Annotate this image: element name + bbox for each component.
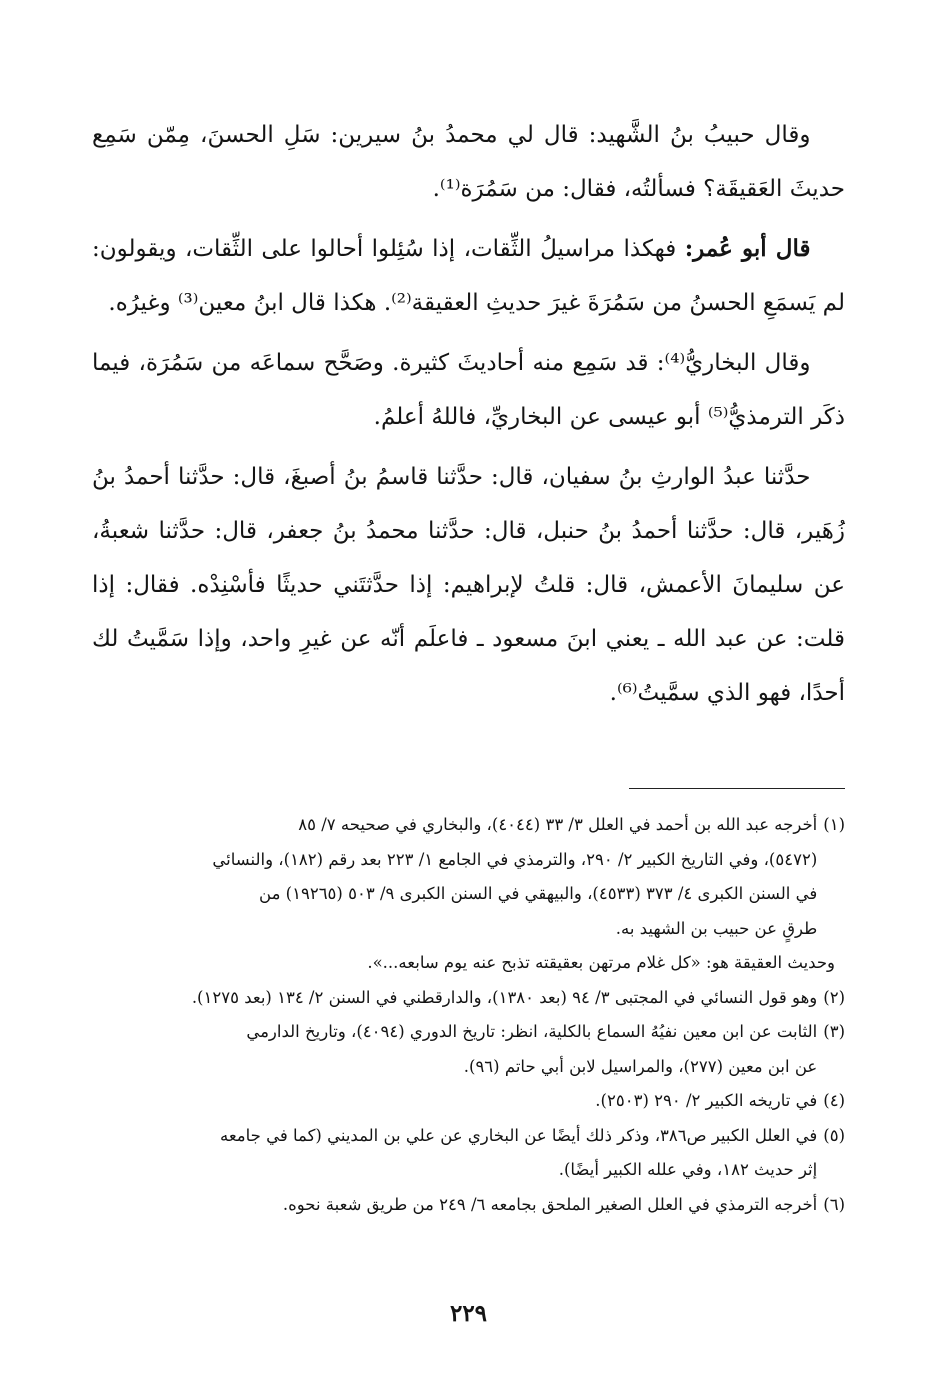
footnote-line: عن ابن معين (٢٧٧)، والمراسيل لابن أبي حاتم (٩٦). [463,1056,818,1076]
footnote-line: (٥٤٧٢)، وفي التاريخ الكبير ٢/ ٢٩٠، والترمذي في الجامع ١/ ٢٢٣ بعد رقم (١٨٢)، والنسائي [212,849,818,869]
footnote-text [92,1015,817,1084]
paragraph-4: حدَّثنا عبدُ الوارثِ بنُ سفيان، قال: حدَّثنا قاسمُ بنُ أصبغَ، قال: حدَّثنا أحمدُ بنُ زُهَير، قال: حدَّثنا أحمدُ بنُ حنبل، قال: حدَّثنا محمدُ بنُ جعفر، قال: حدَّثنا شعبةُ، عن سليمانَ الأعمش، قال: قلتُ لإبراهيم: إذا حدَّثتَني حديثًا فأسْنِدْه. فقال: إذا قلت: عن عبد الله ـ يعني ابنَ مسعود ـ فاعلَم أنّه عن غيرِ واحد، وإذا سَمَّيتُ لك أحدًا، فهو الذي سمَّيتُ⁽⁶⁾. [92,464,845,706]
footnote-line: إثر حديث ١٨٢، وفي علله الكبير أيضًا). [558,1160,818,1179]
footnote-3 [92,1015,845,1084]
paragraph-1: وقال حبيبُ بنُ الشَّهيد: قال لي محمدُ بنُ سيرين: سَلِ الحسنَ، مِمّن سَمِع حديثَ العَقيقَة؟ فسألتُه، فقال: من سَمُرَة⁽¹⁾. [92,122,845,202]
footnote-text: أخرجه الترمذي في العلل الصغير الملحق بجامعه ٦/ ٢٤٩ من طريق شعبة نحوه. [282,1194,818,1214]
footnote-number: (٥) [823,1125,845,1145]
footnote-number: (٣) [823,1022,845,1041]
footnote-separator [629,788,845,789]
footnote-text: وهو قول النسائي في المجتبى ٣/ ٩٤ (بعد ١٣٨٠)، والدارقطني في السنن ٢/ ١٣٤ (بعد ١٢٧٥). [191,987,818,1007]
footnote-line: طرقٍ عن حبيب بن الشهيد به. [615,918,818,938]
footnote-number: (٢) [823,987,845,1007]
main-text [92,108,845,726]
footnotes [92,808,845,1222]
footnote-text: في تاريخه الكبير ٢/ ٢٩٠ (٢٥٠٣). [595,1091,818,1110]
footnote-number: (١) [823,815,845,834]
footnote-4 [92,1084,845,1119]
footnote-number: (٤) [823,1091,845,1110]
paragraph-2-lead: قال أبو عُمر: [684,235,811,262]
footnote-1 [92,808,845,946]
footnote-1-addendum: وحديث العقيقة هو: «كل غلام مرتهن بعقيقته تذبح عنه يوم سابعه...». [367,953,835,972]
footnote-number: (٦) [823,1194,845,1214]
footnote-line: أخرجه عبد الله بن أحمد في العلل ٣/ ٣٣ (٤٠٤٤)، والبخاري في صحيحه ٧/ ٨٥ [298,815,818,834]
footnote-line: في العلل الكبير ص٣٨٦، وذكر ذلك أيضًا عن البخاري عن علي بن المديني (كما في جامعه [220,1125,818,1145]
paragraph-3: وقال البخاريُّ⁽⁴⁾: قد سَمِع منه أحاديثَ كثيرة. وصَحَّح سماعَه من سَمُرَة، فيما ذكَر الترمذيُّ⁽⁵⁾ أبو عيسى عن البخاريِّ، فاللهُ أعلمُ. [92,350,845,430]
paragraph-2 [92,222,845,330]
page-number: ٢٢٩ [449,1300,488,1327]
footnote-text [92,1119,817,1188]
footnote-line: الثابت عن ابن معين نفيُهُ السماع بالكلية، انظر: تاريخ الدوري (٤٠٩٤)، وتاريخ الدارمي [246,1022,818,1041]
footnote-line: في السنن الكبرى ٤/ ٣٧٣ (٤٥٣٣)، والبيهقي في السنن الكبرى ٩/ ٥٠٣ (١٩٢٦٥) من [259,884,818,903]
footnote-2 [92,981,845,1016]
footnote-text [92,808,817,946]
paragraph-2-body: فهكذا مراسيلُ الثِّقات، إذا سُئِلوا أحالوا على الثِّقات، ويقولون: لم يَسمَعِ الحسنُ من سَمُرَةَ غيرَ حديثِ العقيقة⁽²⁾. هكذا قال ابنُ معين⁽³⁾ وغيرُه. [92,236,845,316]
footnote-5 [92,1119,845,1188]
footnote-6 [92,1188,845,1223]
